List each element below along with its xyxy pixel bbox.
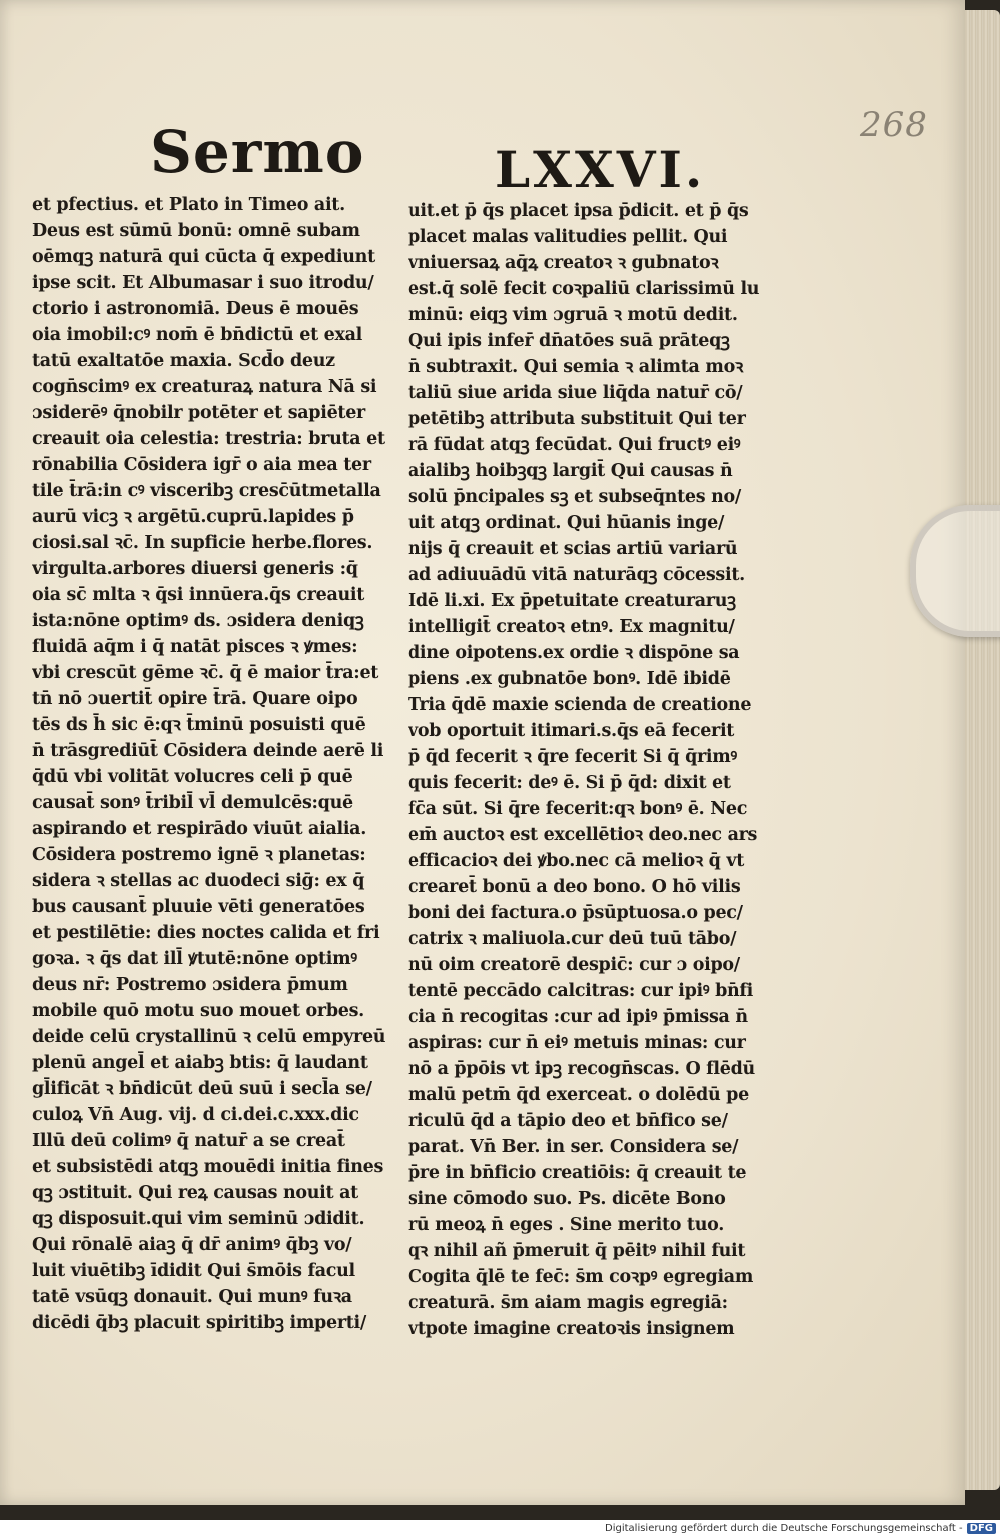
text-line: aspiras: cur n̄ eiꝰ metuis minas: cur — [408, 1033, 746, 1053]
text-line: nū oim creatorē despic̄: cur ɔ oipo/ — [408, 955, 740, 975]
running-header-left: Sermo — [150, 118, 365, 186]
text-line: n̄ trāsgrediūt̄ Cōsidera deinde aerē li — [32, 741, 384, 761]
text-line: tatē vsūqꝫ donauit. Qui munꝰ fuꝛa — [32, 1287, 352, 1307]
text-line: rā fūdat atqꝫ fecūdat. Qui fructꝰ eiꝰ — [408, 435, 741, 455]
text-line: qꝛ nihil añ p̄meruit q̄ pēitꝰ nihil fuit — [408, 1241, 746, 1261]
footer-credit: Digitalisierung gefördert durch die Deutsche Forschungsgemeinschaft - — [605, 1523, 963, 1534]
text-line: plenū angel̄ et aiabꝫ btis: q̄ laudant — [32, 1053, 368, 1073]
text-line: tn̄ nō ɔuertit̄ opire t̄rā. Quare oipo — [32, 689, 358, 709]
text-line: qꝫ disposuit.qui vim seminū ɔdidit. — [32, 1209, 365, 1229]
text-line: vbi crescūt gēme ꝛc̄. q̄ ē maior t̄ra:et — [32, 663, 379, 683]
text-line: placet malas valitudies pellit. Qui — [408, 227, 728, 247]
text-line: oēmqꝫ naturā qui cūcta q̄ expediunt — [32, 247, 375, 267]
text-column-right — [408, 198, 770, 1342]
text-line: n̄ subtraxit. Qui semia ꝛ alimta moꝛ — [408, 357, 743, 377]
text-column-left — [32, 192, 390, 1336]
running-header-right: LXXVI. — [495, 140, 706, 199]
text-line: cogn̄scimꝰ ex creaturaꝝ natura Nā si — [32, 377, 377, 397]
footer-bar — [0, 1520, 1000, 1537]
text-line: uit.et p̄ q̄s placet ipsa p̄dicit. et p̄ q̄s — [408, 201, 749, 221]
text-line: catrix ꝛ maliuola.cur deū tuū tābo/ — [408, 929, 737, 949]
text-line: ipse scit. Et Albumasar i suo itrodu/ — [32, 273, 374, 293]
text-line: ista:nōne optimꝰ ds. ɔsidera deniqꝫ — [32, 611, 364, 631]
text-line: malū petm̄ q̄d exerceat. o dolēdū pe — [408, 1085, 749, 1105]
text-line: Qui ipis infer̄ dn̄atōes suā prāteqꝫ — [408, 331, 730, 351]
text-line: ad adiuuādū vitā naturāqꝫ cōcessit. — [408, 565, 745, 585]
text-line: parat. Vn̄ Ber. in ser. Considera se/ — [408, 1137, 739, 1157]
text-line: rū meoꝝ n̄ eges . Sine merito tuo. — [408, 1215, 724, 1235]
text-line: fc̄a sūt. Si q̄re fecerit:qꝛ bonꝰ ē. Nec — [408, 799, 748, 819]
text-line: crearet̄ bonū a deo bono. O hō vilis — [408, 877, 741, 897]
text-line: ctorio i astronomiā. Deus ē mouēs — [32, 299, 359, 319]
text-line: virgulta.arbores diuersi generis :q̄ — [32, 559, 358, 579]
text-line: et subsistēdi atqꝫ mouēdi initia fines — [32, 1157, 384, 1177]
text-line: p̄re in bn̄ficio creatiōis: q̄ creauit te — [408, 1163, 747, 1183]
text-line: minū: eiqꝫ vim ɔgruā ꝛ motū dedit. — [408, 305, 738, 325]
text-line: vtpote imagine creatoꝛis insignem — [408, 1319, 735, 1339]
text-line: quis fecerit: deꝰ ē. Si p̄ q̄d: dixit et — [408, 773, 731, 793]
text-line: creauit oia celestia: trestria: bruta et — [32, 429, 385, 449]
text-line: creaturā. s̄m aiam magis egregiā: — [408, 1293, 728, 1313]
text-line: q̄dū vbi volitāt volucres celi p̄ quē — [32, 767, 353, 787]
text-line: Illū deū colimꝰ q̄ natur̄ a se creat̄ — [32, 1131, 345, 1151]
text-line: tēs ds h̄ sic ē:qꝛ t̄minū posuisti quē — [32, 715, 366, 735]
text-line: uit atqꝫ ordinat. Qui hūanis inge/ — [408, 513, 725, 533]
text-line: Cōsidera postremo ignē ꝛ planetas: — [32, 845, 366, 865]
text-line: Idē li.xi. Ex p̄petuitate creaturaruꝫ — [408, 591, 736, 611]
text-line: piens .ex gubnatōe bonꝰ. Idē ibidē — [408, 669, 731, 689]
text-line: efficacioꝛ dei ꝟbo.nec cā melioꝛ q̄ vt — [408, 851, 744, 871]
text-line: fluidā aq̄m i q̄ natāt pisces ꝛ ꝟmes: — [32, 637, 358, 657]
text-line: et pfectius. et Plato in Timeo ait. — [32, 195, 345, 215]
text-line: nijs q̄ creauit et scias artiū variarū — [408, 539, 738, 559]
text-line: dine oipotens.ex ordie ꝛ dispōne sa — [408, 643, 740, 663]
text-line: sidera ꝛ stellas ac duodeci siḡ: ex q̄ — [32, 871, 365, 891]
text-line: nō a p̄pōis vt ipꝫ recogn̄scas. O flēdū — [408, 1059, 755, 1079]
text-line: gl̄ificāt ꝛ bn̄dicūt deū suū i secl̄a se/ — [32, 1079, 372, 1099]
text-line: oia imobil:cꝰ nom̄ ē bn̄dictū et exal — [32, 325, 363, 345]
text-line: taliū siue arida siue liq̄da natur̄ cō/ — [408, 383, 743, 403]
text-line: intelligit̄ creatoꝛ etnꝰ. Ex magnitu/ — [408, 617, 735, 637]
text-line: aspirando et respirādo viuūt aialia. — [32, 819, 367, 839]
text-line: tentē peccādo calcitras: cur ipiꝰ bn̄fi — [408, 981, 754, 1001]
text-line: ciosi.sal ꝛc̄. In supficie herbe.flores. — [32, 533, 373, 553]
text-line: vniuersaꝝ aq̄ꝝ creatoꝛ ꝛ gubnatoꝛ — [408, 253, 719, 273]
text-line: em̄ auctoꝛ est excellētioꝛ deo.nec ars — [408, 825, 758, 845]
text-line: oia sc̄ mlta ꝛ q̄si innūera.q̄s creauit — [32, 585, 365, 605]
text-line: est.q̄ solē fecit coꝛpaliū clarissimū lu — [408, 279, 760, 299]
dfg-logo: DFG — [967, 1523, 996, 1534]
text-line: p̄ q̄d fecerit ꝛ q̄re fecerit Si q̄ q̄rimꝰ — [408, 747, 737, 767]
text-line: Tria q̄dē maxie scienda de creatione — [408, 695, 752, 715]
text-line: tatū exaltatōe maxia. Scd̄o deuz — [32, 351, 335, 371]
text-line: luit viuētibꝫ īdidit Qui s̄mōis facul — [32, 1261, 355, 1281]
text-line: mobile quō motu suo mouet orbes. — [32, 1001, 364, 1021]
text-line: aurū vicꝫ ꝛ argētū.cuprū.lapides p̄ — [32, 507, 354, 527]
text-line: riculū q̄d a tāpio deo et bn̄fico se/ — [408, 1111, 728, 1131]
text-line: deide celū crystallinū ꝛ celū empyreū — [32, 1027, 386, 1047]
text-line: boni dei factura.o p̄sūptuosa.o pec/ — [408, 903, 743, 923]
text-line: tile t̄rā:in cꝰ visceribꝫ cresc̄ūtmetalla — [32, 481, 381, 501]
text-line: qꝫ ɔstituit. Qui reꝝ causas nouit at — [32, 1183, 358, 1203]
text-line: dicēdi q̄bꝫ placuit spiritibꝫ imperti/ — [32, 1313, 366, 1333]
text-line: petētibꝫ attributa substituit Qui ter — [408, 409, 746, 429]
text-line: goꝛa. ꝛ q̄s dat ill̄ ꝟtutē:nōne optimꝰ — [32, 949, 357, 969]
text-line: Cogita q̄lē te fec̄: s̄m coꝛpꝰ egregiam — [408, 1267, 754, 1287]
text-line: solū p̄ncipales sꝫ et subseq̄ntes no/ — [408, 487, 741, 507]
text-line: bus causant̄ pluuie vēti generatōes — [32, 897, 365, 917]
text-line: Qui rōnalē aiaꝫ q̄ dr̄ animꝰ q̄bꝫ vo/ — [32, 1235, 352, 1255]
text-line: ɔsiderēꝰ q̄nobilr potēter et sapiēter — [32, 403, 365, 423]
text-line: sine cōmodo suo. Ps. dicēte Bono — [408, 1189, 726, 1209]
text-line: aialibꝫ hoibꝫqꝫ largit̄ Qui causas n̄ — [408, 461, 733, 481]
text-line: deus nr̄: Postremo ɔsidera p̄mum — [32, 975, 348, 995]
text-line: cia n̄ recogitas :cur ad ipiꝰ p̄missa n̄ — [408, 1007, 748, 1027]
text-line: rōnabilia Cōsidera igr̄ o aia mea ter — [32, 455, 371, 475]
folio-number: 268 — [860, 105, 928, 145]
text-line: Deus est sūmū bonū: omnē subam — [32, 221, 360, 241]
text-line: causat̄ sonꝰ t̄ribil̄ vl̄ demulcēs:quē — [32, 793, 353, 813]
text-line: et pestilētie: dies noctes calida et fri — [32, 923, 380, 943]
text-line: vob oportuit itimari.s.q̄s eā fecerit — [408, 721, 735, 741]
text-line: culoꝝ Vn̄ Aug. vij. d ci.dei.c.xxx.dic — [32, 1105, 359, 1125]
